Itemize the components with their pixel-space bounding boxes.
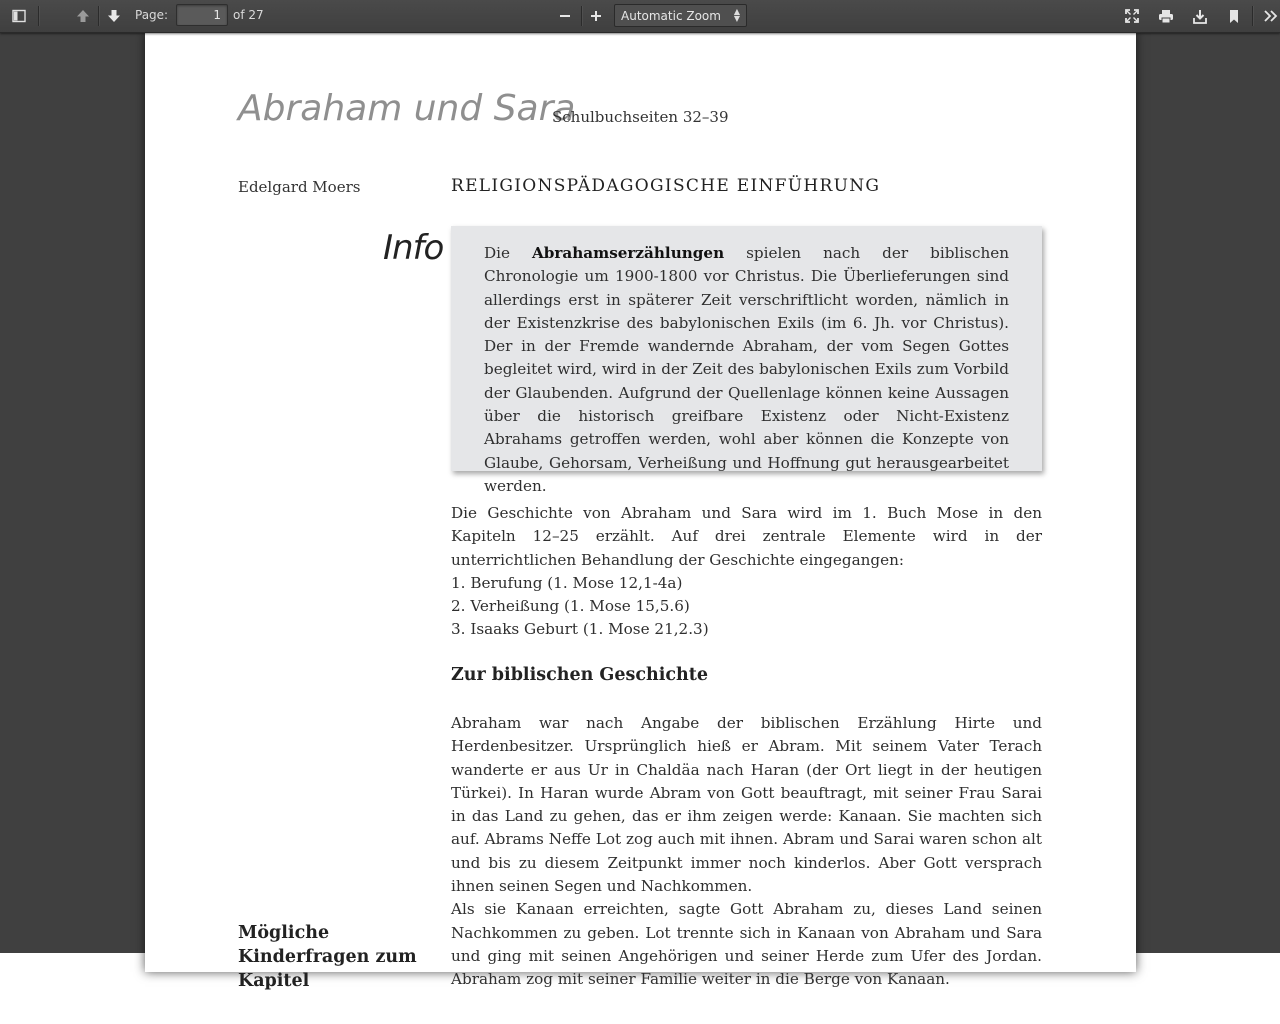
bookmark-icon [1228, 9, 1240, 24]
toolbar [0, 0, 1280, 33]
plus-icon [590, 10, 602, 22]
list-item: 2. Verheißung (1. Mose 15,5.6) [451, 597, 690, 616]
select-caret-icon: ▲ ▼ [733, 7, 740, 23]
sidebar-toggle-button[interactable] [6, 4, 32, 28]
toolbar-separator [1252, 6, 1253, 26]
sidebar-toggle-icon [12, 9, 26, 23]
toolbar-separator [38, 6, 39, 26]
arrow-down-icon [106, 8, 122, 24]
info-text-bold: Abrahamserzählungen [532, 244, 725, 262]
author-name: Edelgard Moers [238, 178, 361, 196]
pdf-page [145, 32, 1136, 991]
bookmark-button[interactable] [1221, 4, 1247, 28]
previous-page-button[interactable] [70, 4, 96, 28]
side-heading: Mögliche Kinderfragen zum Kapitel [238, 923, 417, 991]
subheading: Zur biblischen Geschichte [451, 665, 708, 685]
page-label: Page: [135, 8, 169, 22]
zoom-select[interactable] [614, 4, 747, 27]
presentation-mode-button[interactable] [1119, 4, 1145, 28]
arrow-up-icon [75, 8, 91, 24]
next-page-button[interactable] [101, 4, 127, 28]
body-intro-block [451, 502, 1042, 642]
print-icon [1158, 9, 1174, 24]
document-title: Abraham und Sara [238, 88, 576, 129]
zoom-in-button[interactable] [583, 4, 609, 28]
element-list [451, 572, 1042, 642]
page-count: of 27 [233, 8, 264, 22]
story-block [451, 712, 1042, 992]
document-subtitle: Schulbuchseiten 32–39 [552, 108, 729, 126]
list-item: 1. Berufung (1. Mose 12,1-4a) [451, 573, 683, 592]
print-button[interactable] [1153, 4, 1179, 28]
body-intro: Die Geschichte von Abraham und Sara wird im 1. Buch Mose in den Kapiteln 12–25 erzählt. Auf drei zentrale Elemente wird in der unterrichtlichen Behandlung der Geschichte eingegangen: [451, 504, 1042, 569]
fullscreen-icon [1125, 9, 1139, 23]
info-text-rest: spielen nach der biblischen Chronologie um 1900-1800 vor Christus. Die Überlieferungen sind allerdings erst in späterer Zeit verschriftlicht worden, nämlich in der Existenzkrise des babylonischen Exils (im 6. Jh. vor Christus). Der in der Fremde wandernde Abraham, der vom Segen Gottes begleitet wird, wird in der Zeit des babylonischen Exils zum Vorbild der Glaubenden. Aufgrund der Quellenlage können keine Aussagen über die historisch greifbare Existenz oder Nicht-Existenz Abrahams getroffen werden, wohl aber können die Konzepte von Glaube, Gehorsam, Verheißung und Hoffnung gut herausgearbeitet werden. [484, 244, 1009, 495]
page-number-input[interactable] [176, 4, 228, 26]
section-heading: RELIGIONSPÄDAGOGISCHE EINFÜHRUNG [451, 176, 881, 196]
tools-button[interactable] [1262, 4, 1280, 28]
zoom-select-value: Automatic Zoom [621, 9, 721, 23]
double-chevron-right-icon [1264, 10, 1278, 22]
info-label: Info [383, 228, 444, 268]
info-box [451, 226, 1042, 495]
toolbar-separator [98, 6, 99, 26]
download-icon [1193, 9, 1207, 24]
download-button[interactable] [1187, 4, 1213, 28]
list-item: 3. Isaaks Geburt (1. Mose 21,2.3) [451, 620, 709, 639]
zoom-out-button[interactable] [552, 4, 578, 28]
page-number-value: 1 [213, 8, 221, 22]
info-text [484, 242, 1009, 498]
story-paragraph: Abraham war nach Angabe der biblischen Erzählung Hirte und Herdenbesitzer. Ursprünglich hieß er Abram. Mit seinem Vater Terach wanderte er aus Ur in Chaldäa nach Haran (der Ort liegt in der heutigen Türkei). In Haran wurde Abram von Gott beauftragt, mit seiner Frau Sarai in das Land zu gehen, das er ihm zeigen werde: Kanaan. Sie machten sich auf. Abrams Neffe Lot zog auch mit ihnen. Abram und Sarai waren schon alt und bis zu diesem Zeitpunkt immer noch kinderlos. Aber Gott versprach ihnen seinen Segen und Nachkommen. [451, 714, 1042, 896]
minus-icon [559, 10, 571, 22]
story-paragraph: Als sie Kanaan erreichten, sagte Gott Abraham zu, dieses Land seinen Nachkommen zu geben. Lot trennte sich in Kanaan von Abraham und Sara und ging mit seinen Angehörigen und seiner Herde zum Ufer des Jordan. Abraham zog mit seiner Familie weiter in die Berge von Kanaan. [451, 900, 1042, 989]
info-text-intro: Die [484, 244, 533, 262]
toolbar-separator [581, 6, 582, 26]
